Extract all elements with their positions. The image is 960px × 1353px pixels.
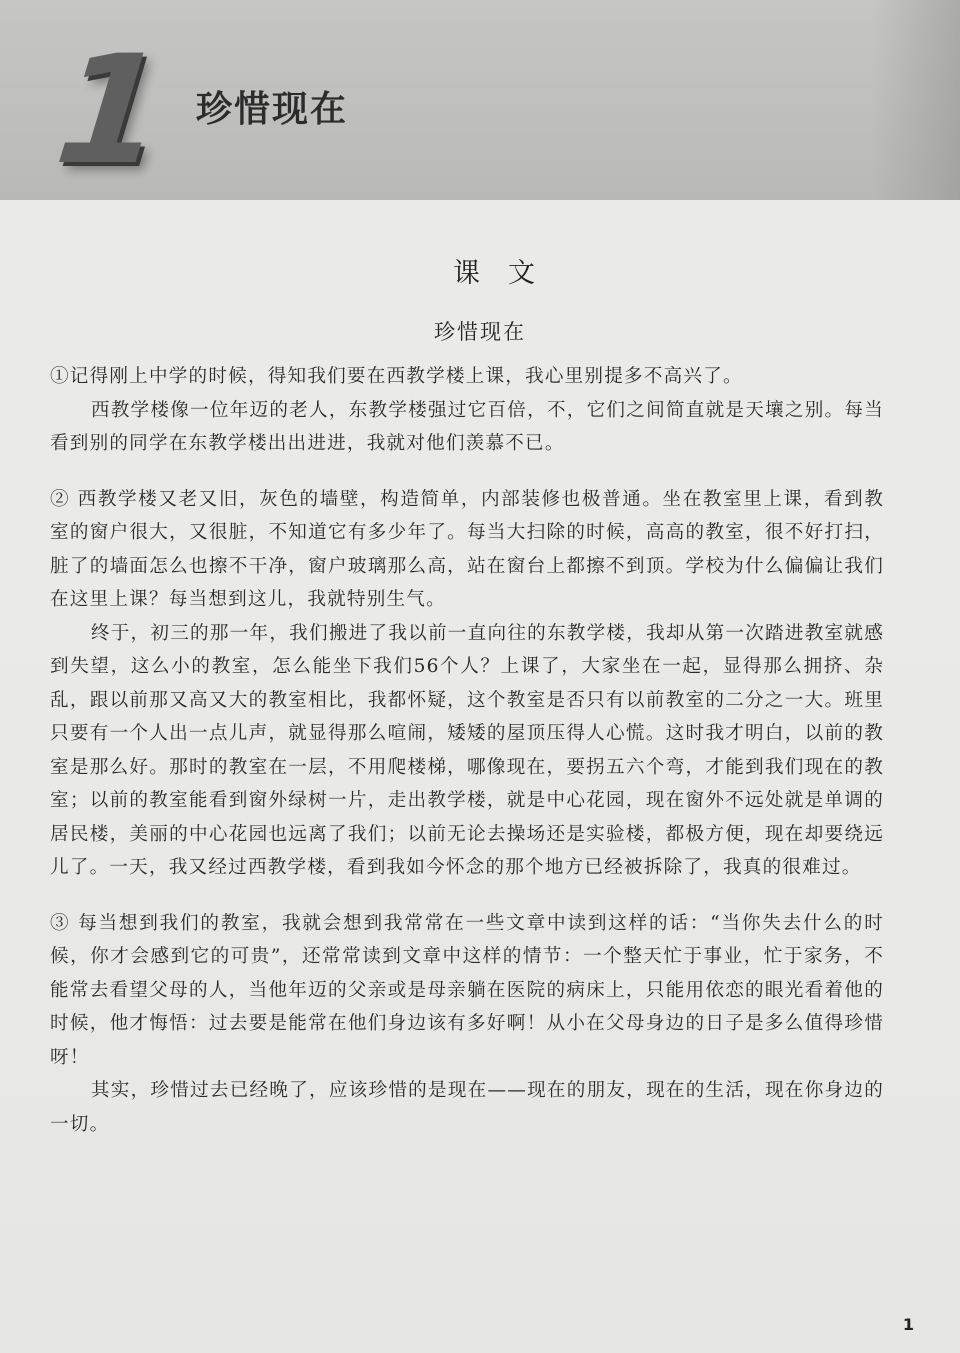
paragraph: 终于，初三的那一年，我们搬进了我以前一直向往的东教学楼，我却从第一次踏进教室就感到失望，这么小的教室，怎么能坐下我们56个人？上课了，大家坐在一起，显得那么拥挤、杂乱，跟以前那又高又大的教室相比，我都怀疑，这个教室是否只有以前教室的二分之一大。班里只要有一个人出一点儿声，就显得那么喧闹，矮矮的屋顶压得人心慌。这时我才明白，以前的教室是那么好。那时的教室在一层，不用爬楼梯，哪像现在，要拐五六个弯，才能到我们现在的教室；以前的教室能看到窗外绿树一片，走出教学楼，就是中心花园，现在窗外不远处就是单调的居民楼，美丽的中心花园也远离了我们；以前无论去操场还是实验楼，都极方便，现在却要绕远儿了。一天，我又经过西教学楼，看到我如今怀念的那个地方已经被拆除了，我真的很难过。 — [50, 622, 884, 878]
paragraph: ② 西教学楼又老又旧，灰色的墙壁，构造简单，内部装修也极普通。坐在教室里上课，看到教室的窗户很大，又很脏，不知道它有多少年了。每当大扫除的时候，高高的教室，很不好打扫，脏了的墙面怎么也擦不干净，窗户玻璃那么高，站在窗台上都擦不到顶。学校为什么偏偏让我们在这里上课？每当想到这儿，我就特别生气。 — [50, 488, 884, 610]
chapter-title: 珍惜现在 — [196, 89, 349, 130]
header-decoration — [870, 0, 960, 200]
page-number: 1 — [902, 1315, 914, 1334]
chapter-header — [0, 0, 960, 200]
chapter-number: 1 — [48, 24, 168, 198]
article-body — [50, 360, 884, 1141]
paragraph: ①记得刚上中学的时候，得知我们要在西教学楼上课，我心里别提多不高兴了。 — [50, 366, 743, 387]
paragraph: 其实，珍惜过去已经晚了，应该珍惜的是现在——现在的朋友，现在的生活，现在你身边的一切。 — [50, 1080, 884, 1135]
section-heading: 课文 — [453, 258, 563, 289]
paragraph: 西教学楼像一位年迈的老人，东教学楼强过它百倍，不，它们之间简直就是天壤之别。每当看到别的同学在东教学楼出出进进，我就对他们羡慕不已。 — [50, 399, 884, 454]
paragraph: ③ 每当想到我们的教室，我就会想到我常常在一些文章中读到这样的话：“当你失去什么的时候，你才会感到它的可贵”，还常常读到文章中这样的情节：一个整天忙于事业，忙于家务，不能常去看望父母的人，当他年迈的父亲或是母亲躺在医院的病床上，只能用依恋的眼光看着他的时候，他才悔悟：过去要是能常在他们身边该有多好啊！从小在父母身边的日子是多么值得珍惜呀！ — [50, 912, 884, 1068]
article-title: 珍惜现在 — [434, 320, 526, 344]
